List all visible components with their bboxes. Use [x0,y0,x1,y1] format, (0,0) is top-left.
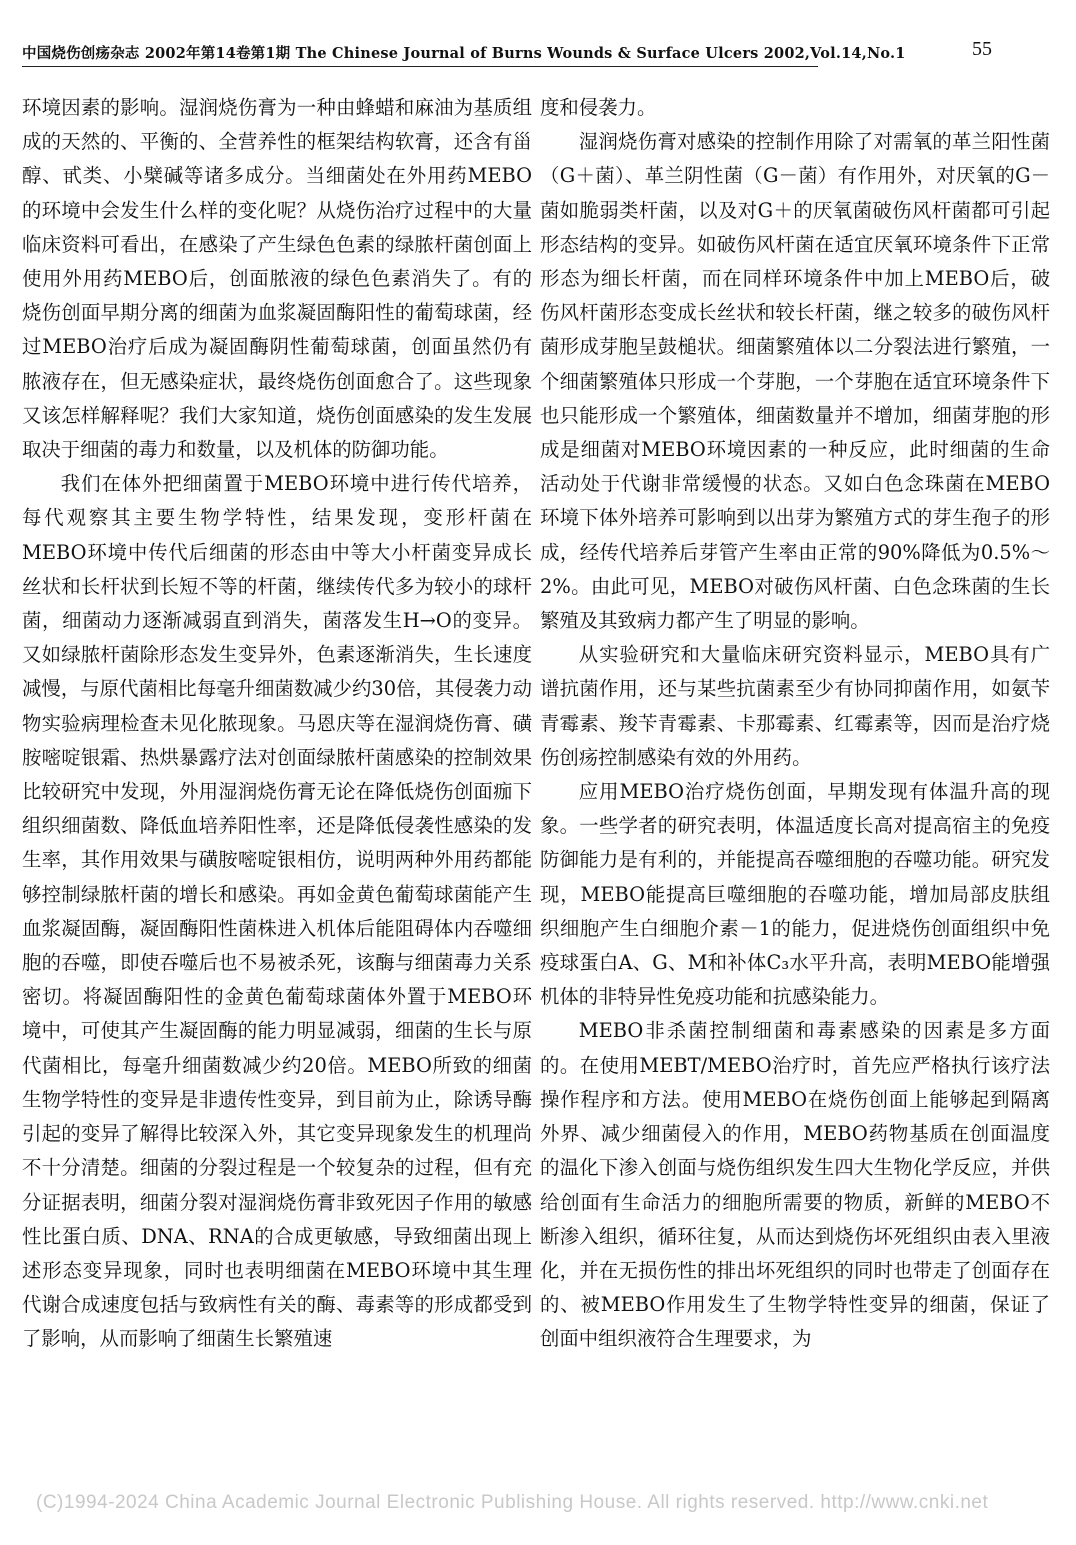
copyright-watermark: (C)1994-2024 China Academic Journal Electronic Publishing House. All rights reserved. http://www.cnki.net [36,1492,989,1513]
paragraph: 环境因素的影响。湿润烧伤膏为一种由蜂蜡和麻油为基质组成的天然的、平衡的、全营养性的框架结构软膏，还含有甾醇、甙类、小檗碱等诸多成分。当细菌处在外用药MEBO的环境中会发生什么样的变化呢？从烧伤治疗过程中的大量临床资料可看出，在感染了产生绿色色素的绿脓杆菌创面上使用外用药MEBO后，创面脓液的绿色色素消失了。有的烧伤创面早期分离的细菌为血浆凝固酶阳性的葡萄球菌，经过MEBO治疗后成为凝固酶阴性葡萄球菌，创面虽然仍有脓液存在，但无感染症状，最终烧伤创面愈合了。这些现象又该怎样解释呢？我们大家知道，烧伤创面感染的发生发展取决于细菌的毒力和数量，以及机体的防御功能。 [22,96,532,462]
paragraph: 应用MEBO治疗烧伤创面，早期发现有体温升高的现象。一些学者的研究表明，体温适度长高对提高宿主的免疫防御能力是有利的，并能提高吞噬细胞的吞噬功能。研究发现，MEBO能提高巨噬细胞的吞噬功能，增加局部皮肤组织细胞产生白细胞介素－1的能力，促进烧伤创面组织中免疫球蛋白A、G、M和补体C₃水平升高，表明MEBO能增强机体的非特异性免疫功能和抗感染能力。 [540,780,1050,1009]
right-column [540,91,1050,1357]
running-header: 中国烧伤创疡杂志 2002年第14卷第1期 The Chinese Journal of Burns Wounds & Surface Ulcers 2002,Vol.14,No.1 [22,45,906,62]
paragraph: 湿润烧伤膏对感染的控制作用除了对需氧的革兰阳性菌（G＋菌）、革兰阴性菌（G－菌）有作用外，对厌氧的G－菌如脆弱类杆菌，以及对G＋的厌氧菌破伤风杆菌都可引起形态结构的变异。如破伤风杆菌在适宜厌氧环境条件下正常形态为细长杆菌，而在同样环境条件中加上MEBO后，破伤风杆菌形态变成长丝状和较长杆菌，继之较多的破伤风杆菌形成芽胞呈鼓槌状。细菌繁殖体以二分裂法进行繁殖，一个细菌繁殖体只形成一个芽胞，一个芽胞在适宜环境条件下也只能形成一个繁殖体，细菌数量并不增加，细菌芽胞的形成是细菌对MEBO环境因素的一种反应，此时细菌的生命活动处于代谢非常缓慢的状态。又如白色念珠菌在MEBO环境下体外培养可影响到以出芽为繁殖方式的芽生孢子的形成，经传代培养后芽管产生率由正常的90%降低为0.5%～2%。由此可见，MEBO对破伤风杆菌、白色念珠菌的生长繁殖及其致病力都产生了明显的影响。 [540,130,1050,633]
paragraph: 度和侵袭力。 [540,96,657,119]
paragraph: 我们在体外把细菌置于MEBO环境中进行传代培养，每代观察其主要生物学特性，结果发现，变形杆菌在MEBO环境中传代后细菌的形态由中等大小杆菌变异成长丝状和长杆状到长短不等的杆菌，继续传代多为较小的球杆菌，细菌动力逐渐减弱直到消失，菌落发生H→O的变异。又如绿脓杆菌除形态发生变异外，色素逐渐消失，生长速度减慢，与原代菌相比每毫升细菌数减少约30倍，其侵袭力动物实验病理检查未见化脓现象。马恩庆等在湿润烧伤膏、磺胺嘧啶银霜、热烘暴露疗法对创面绿脓杆菌感染的控制效果比较研究中发现，外用湿润烧伤膏无论在降低烧伤创面痂下组织细菌数、降低血培养阳性率，还是降低侵袭性感染的发生率，其作用效果与磺胺嘧啶银相仿，说明两种外用药都能够控制绿脓杆菌的增长和感染。再如金黄色葡萄球菌能产生血浆凝固酶，凝固酶阳性菌株进入机体后能阻碍体内吞噬细胞的吞噬，即使吞噬后也不易被杀死，该酶与细菌毒力关系密切。将凝固酶阳性的金黄色葡萄球菌体外置于MEBO环境中，可使其产生凝固酶的能力明显减弱，细菌的生长与原代菌相比，每毫升细菌数减少约20倍。MEBO所致的细菌生物学特性的变异是非遗传性变异，到目前为止，除诱导酶引起的变异了解得比较深入外，其它变异现象发生的机理尚不十分清楚。细菌的分裂过程是一个较复杂的过程，但有充分证据表明，细菌分裂对湿润烧伤膏非致死因子作用的敏感性比蛋白质、DNA、RNA的合成更敏感，导致细菌出现上述形态变异现象，同时也表明细菌在MEBO环境中其生理代谢合成速度包括与致病性有关的酶、毒素等的形成都受到了影响，从而影响了细菌生长繁殖速 [22,472,532,1351]
page-number: 55 [972,38,992,60]
paragraph: MEBO非杀菌控制细菌和毒素感染的因素是多方面的。在使用MEBT/MEBO治疗时，首先应严格执行该疗法操作程序和方法。使用MEBO在烧伤创面上能够起到隔离外界、减少细菌侵入的作用，MEBO药物基质在创面温度的温化下渗入创面与烧伤组织发生四大生物化学反应，并供给创面有生命活力的细胞所需要的物质，新鲜的MEBO不断渗入组织，循环往复，从而达到烧伤坏死组织由表入里液化，并在无损伤性的排出坏死组织的同时也带走了创面存在的、被MEBO作用发生了生物学特性变异的细菌，保证了创面中组织液符合生理要求，为 [540,1019,1050,1351]
header-rule [22,66,818,67]
left-column [22,91,532,1357]
paragraph: 从实验研究和大量临床研究资料显示，MEBO具有广谱抗菌作用，还与某些抗菌素至少有协同抑菌作用，如氨苄青霉素、羧苄青霉素、卡那霉素、红霉素等，因而是治疗烧伤创疡控制感染有效的外用药。 [540,643,1050,769]
